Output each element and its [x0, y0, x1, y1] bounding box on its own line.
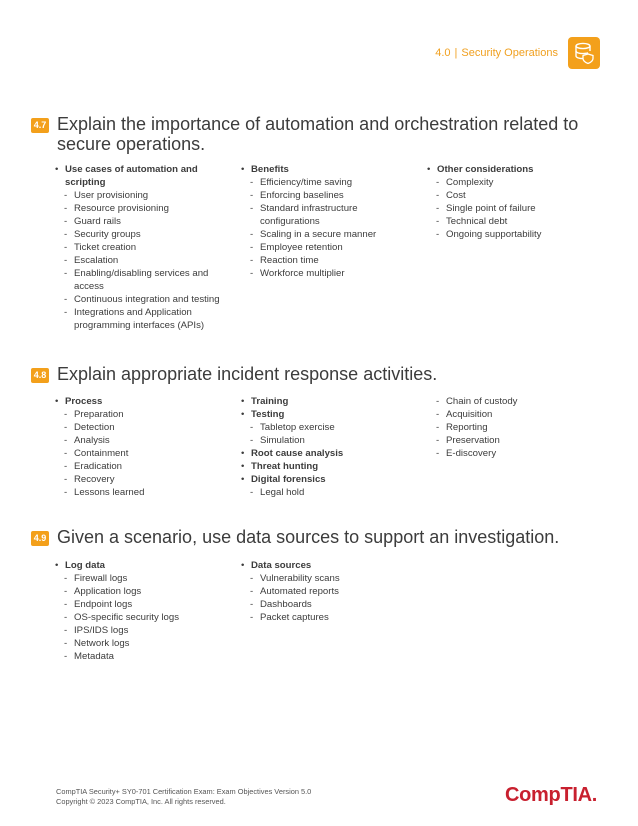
dash-marker: - — [436, 409, 440, 420]
list-item — [241, 572, 411, 585]
dash-marker: - — [64, 474, 68, 485]
list-item — [55, 215, 235, 228]
list-item — [55, 447, 225, 460]
list-item-text: Legal hold — [260, 487, 305, 498]
column-data-sources: • Data sources - Vulnerability scans - Automated reports - Dashboards - Packet captures — [241, 559, 411, 624]
list-item-text: Standard infrastructure configurations — [260, 203, 358, 227]
list-item-text: E-discovery — [446, 448, 497, 459]
dash-marker: - — [64, 409, 68, 420]
dash-marker: - — [250, 435, 254, 446]
dash-marker: - — [64, 448, 68, 459]
group-heading: Benefits — [251, 164, 289, 175]
dash-marker: - — [64, 638, 68, 649]
list-item — [241, 611, 411, 624]
list-item-text: Cost — [446, 190, 466, 201]
list-item — [241, 598, 411, 611]
section-4-9 — [31, 527, 598, 662]
list-item — [427, 408, 597, 421]
list-item — [241, 241, 411, 254]
list-item-text: Eradication — [74, 461, 122, 472]
dash-marker: - — [436, 396, 440, 407]
list-item — [241, 434, 411, 447]
list-item-text: Security groups — [74, 229, 141, 240]
list-item — [55, 306, 235, 332]
list-item-text: Preparation — [74, 409, 124, 420]
list-item — [55, 267, 235, 293]
list-item — [55, 650, 225, 663]
group-heading: Data sources — [251, 560, 312, 571]
dash-marker: - — [436, 216, 440, 227]
list-item — [55, 293, 235, 306]
list-item-text: Technical debt — [446, 216, 508, 227]
objective-badge: 4.9 — [31, 531, 49, 546]
list-item — [55, 572, 225, 585]
dash-marker: - — [250, 190, 254, 201]
list-item — [55, 637, 225, 650]
dash-marker: - — [436, 422, 440, 433]
list-item — [55, 486, 225, 499]
list-item — [427, 215, 597, 228]
section-4-7 — [31, 114, 598, 331]
list-item — [427, 447, 597, 460]
list-item — [55, 585, 225, 598]
list-item — [55, 202, 235, 215]
list-item — [241, 202, 411, 228]
list-item — [55, 421, 225, 434]
list-item-text: Ongoing supportability — [446, 229, 542, 240]
column-use-cases: • Use cases of automation and scripting - User provisioning - Resource provisioning - Guard rails - Security groups - Ticket creation - Escalation - Enabling/disabling services and access - Continuous integration and testing - Integrations and Application programming interfaces (APIs) — [55, 163, 235, 332]
dash-marker: - — [64, 599, 68, 610]
list-item-text: Application logs — [74, 586, 142, 597]
list-item-text: Reporting — [446, 422, 488, 433]
list-item-text: Employee retention — [260, 242, 343, 253]
column-log-data: • Log data - Firewall logs - Application logs - Endpoint logs - OS-specific security logs - IPS/IDS logs - Network logs - Metadata — [55, 559, 225, 663]
dash-marker: - — [64, 190, 68, 201]
list-item-text: Scaling in a secure manner — [260, 229, 377, 240]
list-item-text: Metadata — [74, 651, 115, 662]
dash-marker: - — [250, 255, 254, 266]
list-item-text: Chain of custody — [446, 396, 518, 407]
list-item — [55, 611, 225, 624]
list-item — [55, 473, 225, 486]
list-item-text: Network logs — [74, 638, 130, 649]
dash-marker: - — [436, 190, 440, 201]
list-item-text: Preservation — [446, 435, 500, 446]
list-item-text: Enforcing baselines — [260, 190, 344, 201]
dash-marker: - — [250, 612, 254, 623]
list-item-text: Guard rails — [74, 216, 121, 227]
list-item — [427, 176, 597, 189]
dash-marker: - — [64, 229, 68, 240]
list-item-text: Tabletop exercise — [260, 422, 335, 433]
group-heading: Training — [251, 396, 289, 407]
list-item-text: Escalation — [74, 255, 119, 266]
footer — [56, 787, 311, 807]
list-item — [241, 486, 411, 499]
footer-title: CompTIA Security+ SY0-701 Certification Exam: Exam Objectives Version 5.0 — [56, 787, 312, 796]
list-item-text: Reaction time — [260, 255, 319, 266]
list-item — [241, 189, 411, 202]
list-item — [241, 421, 411, 434]
dash-marker: - — [64, 573, 68, 584]
list-item — [241, 267, 411, 280]
footer-copyright: Copyright © 2023 CompTIA, Inc. All rights reserved. — [56, 797, 226, 806]
dash-marker: - — [64, 203, 68, 214]
list-item-text: Enabling/disabling services and access — [74, 268, 209, 292]
group-heading: Use cases of automation and scripting — [65, 164, 198, 188]
dash-marker: - — [436, 435, 440, 446]
dash-marker: - — [64, 651, 68, 662]
dash-marker: - — [250, 487, 254, 498]
list-item-text: Automated reports — [260, 586, 339, 597]
list-item-text: Firewall logs — [74, 573, 128, 584]
dash-marker: - — [64, 487, 68, 498]
dash-marker: - — [64, 422, 68, 433]
objective-title: Given a scenario, use data sources to support an investigation. — [57, 527, 560, 547]
list-item — [427, 189, 597, 202]
list-item — [55, 408, 225, 421]
list-item-text: Endpoint logs — [74, 599, 133, 610]
group-heading: Digital forensics — [251, 474, 326, 485]
list-item — [427, 202, 597, 215]
list-item-text: Packet captures — [260, 612, 329, 623]
list-item-text: Simulation — [260, 435, 305, 446]
list-item — [55, 254, 235, 267]
list-item-text: Resource provisioning — [74, 203, 169, 214]
database-shield-icon — [568, 37, 600, 69]
list-item-text: Acquisition — [446, 409, 493, 420]
dash-marker: - — [436, 177, 440, 188]
dash-marker: - — [436, 229, 440, 240]
column-process: • Process - Preparation - Detection - Analysis - Containment - Eradication - Recovery - Lessons learned — [55, 395, 225, 499]
dash-marker: - — [250, 268, 254, 279]
page-header — [435, 47, 558, 59]
list-item-text: Ticket creation — [74, 242, 137, 253]
list-item-text: Analysis — [74, 435, 110, 446]
dash-marker: - — [64, 435, 68, 446]
objective-badge: 4.8 — [31, 368, 49, 383]
list-item-text: Single point of failure — [446, 203, 536, 214]
dash-marker: - — [64, 268, 68, 279]
dash-marker: - — [64, 461, 68, 472]
dash-marker: - — [250, 177, 254, 188]
list-item-text: Lessons learned — [74, 487, 145, 498]
list-item — [241, 228, 411, 241]
dash-marker: - — [64, 294, 68, 305]
list-item-text: OS-specific security logs — [74, 612, 180, 623]
list-item-text: Containment — [74, 448, 129, 459]
list-item — [55, 460, 225, 473]
header-separator: | — [454, 47, 458, 59]
list-item — [427, 395, 597, 408]
dash-marker: - — [250, 203, 254, 214]
list-item — [241, 176, 411, 189]
dash-marker: - — [64, 586, 68, 597]
column-forensics-continued — [427, 395, 597, 460]
list-item — [241, 585, 411, 598]
list-item — [241, 254, 411, 267]
dash-marker: - — [250, 422, 254, 433]
objective-title: Explain appropriate incident response activities. — [57, 364, 438, 384]
list-item-text: IPS/IDS logs — [74, 625, 129, 636]
dash-marker: - — [64, 612, 68, 623]
list-item — [427, 421, 597, 434]
list-item-text: Integrations and Application programming interfaces (APIs) — [74, 307, 205, 331]
list-item-text: Efficiency/time saving — [260, 177, 353, 188]
section-4-8 — [31, 364, 598, 498]
dash-marker: - — [250, 573, 254, 584]
list-item-text: Continuous integration and testing — [74, 294, 220, 305]
group-heading: Threat hunting — [251, 461, 319, 472]
dash-marker: - — [250, 586, 254, 597]
list-item-text: Vulnerability scans — [260, 573, 340, 584]
list-item-text: Dashboards — [260, 599, 312, 610]
dash-marker: - — [250, 229, 254, 240]
objective-badge: 4.7 — [31, 118, 49, 133]
list-item — [427, 228, 597, 241]
dash-marker: - — [64, 255, 68, 266]
group-heading: Root cause analysis — [251, 448, 344, 459]
column-response-activities: • Training • Testing - Tabletop exercise - Simulation • Root cause analysis • Threat hunting • Digital forensics - Legal hold — [241, 395, 411, 499]
objective-title: Explain the importance of automation and orchestration related to secure operations. — [57, 114, 579, 154]
list-item-text: Recovery — [74, 474, 115, 485]
list-item — [55, 189, 235, 202]
domain-name: Security Operations — [461, 47, 558, 59]
dash-marker: - — [64, 216, 68, 227]
dash-marker: - — [64, 625, 68, 636]
list-item-text: User provisioning — [74, 190, 149, 201]
list-item-text: Detection — [74, 422, 115, 433]
list-item-text: Workforce multiplier — [260, 268, 345, 279]
dash-marker: - — [250, 599, 254, 610]
column-other-considerations: • Other considerations - Complexity - Cost - Single point of failure - Technical debt - Ongoing supportability — [427, 163, 597, 241]
dash-marker: - — [250, 242, 254, 253]
domain-number: 4.0 — [435, 47, 451, 59]
column-benefits: • Benefits - Efficiency/time saving - Enforcing baselines - Standard infrastructure configurations - Scaling in a secure manner - Employee retention - Reaction time - Workforce multiplier — [241, 163, 411, 280]
list-item-text: Complexity — [446, 177, 494, 188]
list-item — [55, 624, 225, 637]
comptia-logo: CompTIA. — [505, 784, 598, 806]
dash-marker: - — [436, 448, 440, 459]
list-item — [427, 434, 597, 447]
list-item — [55, 228, 235, 241]
dash-marker: - — [64, 307, 68, 318]
list-item — [55, 434, 225, 447]
dash-marker: - — [436, 203, 440, 214]
group-heading: Log data — [65, 560, 105, 571]
list-item — [55, 598, 225, 611]
list-item — [55, 241, 235, 254]
group-heading: Process — [65, 396, 103, 407]
group-heading: Other considerations — [437, 164, 534, 175]
group-heading: Testing — [251, 409, 285, 420]
dash-marker: - — [64, 242, 68, 253]
